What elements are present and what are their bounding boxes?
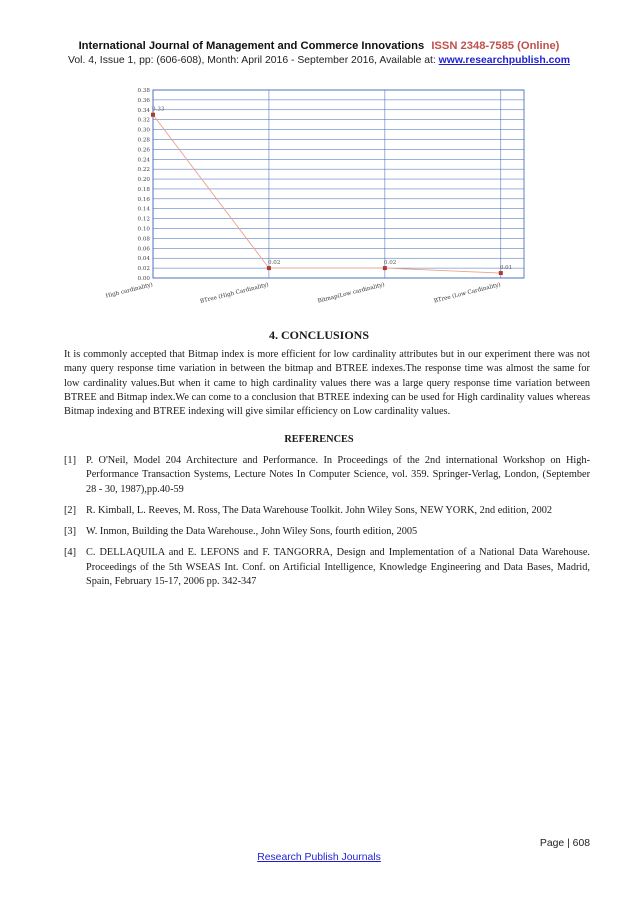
data-point: [499, 271, 503, 275]
reference-number: [2]: [64, 504, 77, 516]
data-label: 0.02: [383, 260, 397, 267]
section-heading: 4. CONCLUSIONS: [268, 328, 370, 342]
journal-website-link[interactable]: www.researchpublish.com: [438, 55, 570, 66]
data-point: [383, 266, 387, 270]
y-tick-label: 0.20: [137, 177, 150, 184]
conclusions-paragraph: It is commonly accepted that Bitmap index is more efficient for low cardinality attributes but in our experiment there was not many query response time variation in between the bitmap and BTREE indexes.The response time was almost the same for low cardinality values.But when it came to high cardinality values there was a large query response time variation between BTREE and Bitmap index.We can come to a conclusion that BTREE indexing can be used for High cardinality values whereas Bitmap indexing and BTREE indexing will give similar efficiency on Low cardinality values.: [64, 349, 590, 418]
data-point: [267, 266, 271, 270]
data-label: 0.02: [267, 260, 281, 267]
journal-issn: ISSN 2348-7585 (Online): [431, 40, 560, 52]
y-tick-label: 0.24: [137, 157, 150, 164]
x-category-label: BTree (Low Cardinality): [433, 282, 502, 305]
footer-journal: [0, 852, 638, 863]
reference-text: P. O'Neil, Model 204 Architecture and Performance. In Proceedings of the 2nd international Workshop on High-Performance Transaction Systems, Lecture Notes In Computer Science, vol. 359. Springer-Verlag, London, (September 28 - 30, 1987),pp.40-59: [86, 455, 590, 495]
journal-title-line: [0, 40, 638, 52]
y-tick-label: 0.06: [137, 246, 150, 253]
issue-info-line: [0, 55, 638, 66]
y-tick-label: 0.22: [137, 167, 150, 174]
y-tick-label: 0.28: [137, 137, 150, 144]
journal-name: International Journal of Management and Commerce Innovations: [78, 40, 425, 52]
y-tick-label: 0.26: [137, 147, 150, 154]
reference-item: [64, 546, 590, 589]
response-time-chart: [100, 82, 530, 312]
plot-area: [153, 90, 524, 278]
reference-number: [3]: [64, 526, 77, 538]
y-tick-label: 0.12: [137, 216, 150, 223]
x-category-label: Bitmap(Low cardinality): [317, 282, 386, 305]
y-tick-label: 0.00: [137, 276, 150, 282]
reference-item: [64, 454, 590, 497]
reference-text: W. Inmon, Building the Data Warehouse., John Wiley Sons, fourth edition, 2005: [86, 526, 418, 538]
reference-number: [4]: [64, 547, 77, 559]
reference-number: [1]: [64, 455, 77, 466]
reference-item: [64, 525, 590, 539]
y-tick-label: 0.36: [137, 97, 150, 104]
footer-journal-link[interactable]: Research Publish Journals: [257, 852, 381, 863]
y-tick-label: 0.08: [137, 236, 150, 243]
x-category-label: BTree (High Cardinality): [199, 282, 270, 305]
reference-text: C. DELLAQUILA and E. LEFONS and F. TANGORRA, Design and Implementation of a National Data Warehouse. Proceedings of the 5th WSEAS Int. Conf. on Artificial Intelligence, Knowledge Engineering and Data Bases, Madrid, Spain, February 15-17, 2006 pp. 342-347: [86, 547, 590, 588]
references-heading: REFERENCES: [284, 434, 354, 445]
x-category-label: High cardinality): [105, 282, 154, 300]
y-tick-label: 0.38: [137, 88, 150, 94]
page-number: Page | 608: [539, 838, 590, 849]
y-tick-label: 0.16: [137, 196, 150, 203]
data-label: 0.01: [499, 265, 513, 272]
references-list: [64, 454, 590, 596]
reference-item: [64, 504, 590, 518]
y-tick-label: 0.14: [137, 206, 150, 213]
issue-info: Vol. 4, Issue 1, pp: (606-608), Month: April 2016 - September 2016, Available at:: [68, 55, 439, 66]
y-tick-label: 0.34: [137, 107, 150, 114]
data-label: 0.33: [152, 106, 165, 113]
y-tick-label: 0.30: [137, 127, 150, 134]
data-point: [151, 113, 155, 117]
y-tick-label: 0.02: [137, 266, 150, 273]
y-tick-label: 0.32: [137, 117, 150, 124]
y-tick-label: 0.10: [137, 226, 150, 233]
reference-text: R. Kimball, L. Reeves, M. Ross, The Data Warehouse Toolkit. John Wiley Sons, NEW YORK, 2nd edition, 2002: [86, 504, 553, 516]
y-tick-label: 0.04: [137, 256, 150, 263]
page-header: [0, 40, 638, 66]
y-tick-label: 0.18: [137, 186, 150, 193]
